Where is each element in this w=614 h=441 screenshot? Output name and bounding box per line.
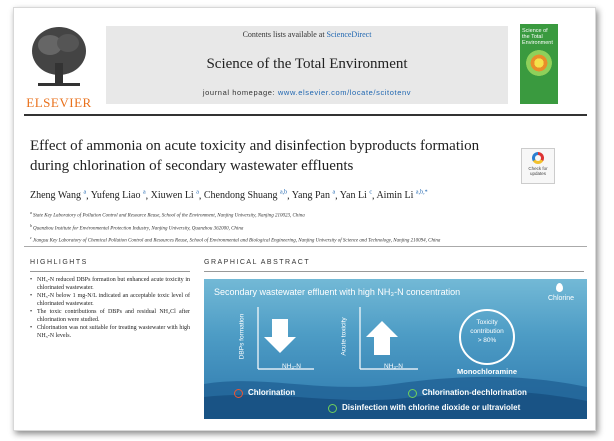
author-affiliation-marker[interactable]: c bbox=[369, 190, 372, 196]
graphical-abstract-title: Secondary wastewater effluent with high NH₃-N concentration bbox=[214, 287, 461, 297]
check-for-updates-button[interactable] bbox=[521, 148, 555, 184]
cover-title: Science of the Total Environment bbox=[522, 28, 553, 46]
journal-title: Science of the Total Environment bbox=[206, 56, 408, 72]
affiliation-item: $^c$ Jiangsu Key Laboratory of Chemical Pollution Control and Resources Reuse, School of Environmental and Biological Engineering, Nanjing University of Science and Technology, Nanjing 210094, China bbox=[30, 235, 441, 244]
chlorine-drop-icon bbox=[556, 283, 563, 292]
tree-logo-icon bbox=[28, 23, 90, 91]
author-name[interactable]: Aimin Li $^{a,b,*}$ bbox=[376, 190, 428, 202]
highlights-heading: HIGHLIGHTS bbox=[30, 259, 88, 266]
author-affiliation-marker[interactable]: a bbox=[196, 190, 199, 196]
highlight-item: • The toxic contributions of DBPs and residual NH₂Cl after chlorination were studied. bbox=[30, 308, 190, 324]
homepage-prefix: journal homepage: bbox=[202, 88, 278, 97]
header-divider bbox=[24, 114, 587, 116]
contents-prefix: Contents lists available at bbox=[242, 30, 327, 39]
author-name[interactable]: Zheng Wang $^a$ bbox=[30, 190, 87, 202]
homepage-line bbox=[106, 88, 508, 97]
author-name[interactable]: Yufeng Liao $^a$ bbox=[90, 190, 146, 202]
elsevier-logo bbox=[24, 23, 94, 111]
author-affiliation-marker[interactable]: a bbox=[83, 190, 87, 196]
author-name[interactable]: Yan Li $^c$ bbox=[339, 190, 372, 202]
toxicity-axis-label: Acute toxicity bbox=[340, 317, 348, 356]
toxicity-line-3: > 80% bbox=[477, 337, 497, 344]
toxicity-line-2: contribution bbox=[470, 328, 504, 335]
graphical-abstract-heading: GRAPHICAL ABSTRACT bbox=[204, 259, 311, 266]
author-list: Zheng Wang $^a$, Yufeng Liao $^a$, Xiuwen Li $^a$, Chendong Shuang $^{a,b}$, Yang Pan $^a$, Yan Li $^c$, Aimin Li $^{a,b,*}$ bbox=[30, 190, 428, 202]
article-page bbox=[13, 7, 596, 431]
sciencedirect-link[interactable]: ScienceDirect bbox=[326, 30, 372, 39]
section-divider bbox=[24, 246, 587, 247]
author-name[interactable]: Xiuwen Li $^a$ bbox=[150, 190, 199, 202]
dbps-axis-label: DBPs formation bbox=[238, 313, 246, 360]
homepage-link[interactable]: www.elsevier.com/locate/scitotenv bbox=[277, 88, 412, 97]
accept-check-icon-1 bbox=[408, 389, 417, 398]
graphical-abstract-art bbox=[204, 279, 587, 419]
monochloramine-label: Monochloramine bbox=[456, 367, 517, 376]
disinfection-label: Disinfection with chlorine dioxide or ultraviolet bbox=[342, 403, 521, 412]
affiliation-item: $^a$ State Key Laboratory of Pollution Control and Resource Reuse, School of the Environment, Nanjing University, Nanjing 210023, China bbox=[30, 210, 305, 219]
highlights-list bbox=[30, 276, 190, 340]
highlight-item: • Chlorination was not suitable for treating wastewater with high NH₃-N levels. bbox=[30, 324, 190, 340]
check-updates-label: Check for updates bbox=[528, 166, 548, 176]
graphical-abstract-figure bbox=[204, 279, 587, 419]
affiliation-item: $^b$ Quanzhou Institute for Environmental Protection Industry, Nanjing University, Quanzhou 362000, China bbox=[30, 222, 244, 232]
chlorine-label: Chlorine bbox=[548, 295, 575, 302]
journal-header bbox=[14, 8, 595, 118]
highlight-item: • NH₃-N below 1 mg-N/L indicated an acceptable toxic level of chlorinated wastewater. bbox=[30, 292, 190, 308]
chlorination-dechlorination-label: Chlorination-dechlorination bbox=[422, 388, 527, 397]
publisher-name: ELSEVIER bbox=[26, 95, 92, 110]
author-affiliation-marker[interactable]: a bbox=[332, 190, 336, 196]
nh3n-axis-label-1: NH₃-N bbox=[282, 363, 301, 370]
accept-check-icon-2 bbox=[328, 404, 337, 413]
journal-cover bbox=[520, 24, 558, 104]
nh3n-axis-label-2: NH₃-N bbox=[384, 363, 403, 370]
crossmark-icon bbox=[532, 152, 544, 164]
affiliation-list bbox=[30, 208, 590, 246]
highlight-item: • NH₃-N reduced DBPs formation but enhanced acute toxicity in chlorinated wastewater. bbox=[30, 276, 190, 292]
author-affiliation-marker[interactable]: a bbox=[142, 190, 146, 196]
highlights-divider bbox=[30, 271, 190, 272]
author-affiliation-marker[interactable]: a,b,* bbox=[415, 190, 428, 196]
cover-art-icon bbox=[526, 50, 552, 76]
toxicity-line-1: Toxicity bbox=[476, 319, 498, 326]
author-name[interactable]: Yang Pan $^a$ bbox=[291, 190, 336, 202]
article-title: Effect of ammonia on acute toxicity and disinfection byproducts formation during chlorination of secondary wastewater effluents bbox=[30, 138, 480, 174]
reject-x-icon bbox=[234, 389, 243, 398]
journal-banner bbox=[106, 26, 508, 104]
chlorination-label: Chlorination bbox=[248, 388, 296, 397]
author-name[interactable]: Chendong Shuang $^{a,b}$ bbox=[203, 190, 288, 202]
contents-line bbox=[106, 30, 508, 39]
graphical-abstract-divider bbox=[204, 271, 584, 272]
author-affiliation-marker[interactable]: a,b bbox=[279, 190, 288, 196]
